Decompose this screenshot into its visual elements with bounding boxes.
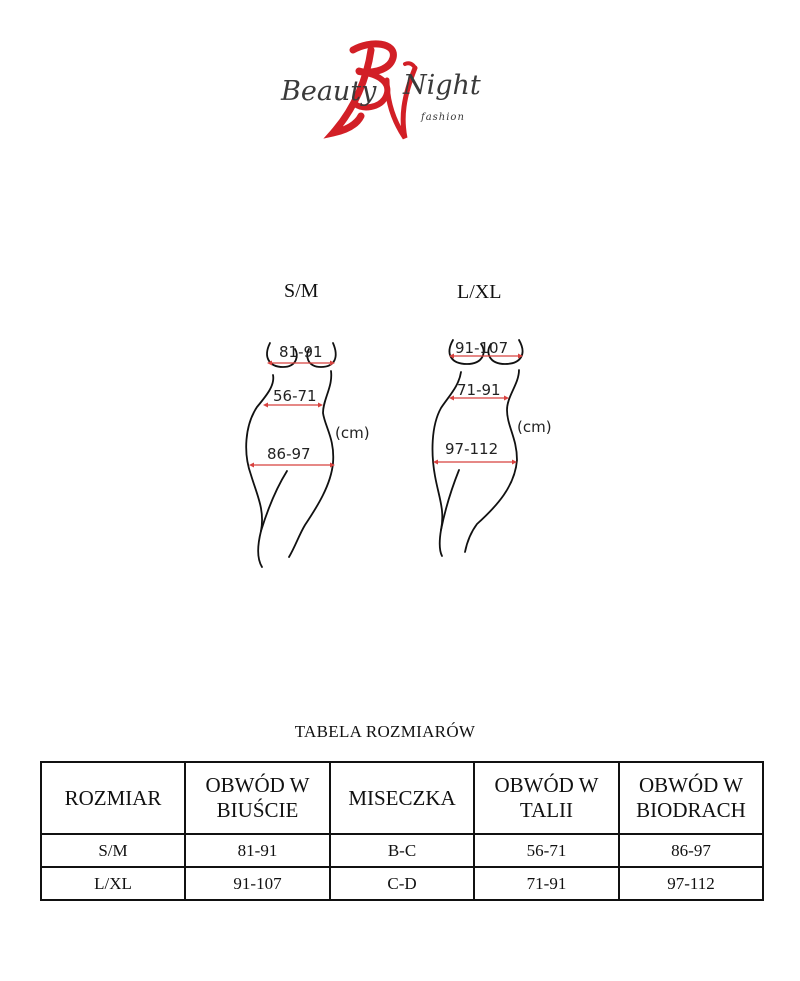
header-size — [41, 762, 185, 834]
unit-label-sm: (cm) — [335, 424, 370, 442]
cell-size: L/XL — [41, 867, 185, 900]
header-bust — [185, 762, 330, 834]
cell-bust: 81-91 — [185, 834, 330, 867]
logo-subtitle: fashion — [421, 112, 465, 123]
size-heading-sm: S/M — [284, 280, 319, 302]
body-figure-sm — [235, 335, 415, 575]
header-waist-line2: TALII — [519, 798, 574, 822]
cell-size: S/M — [41, 834, 185, 867]
waist-measure-sm: 56-71 — [273, 387, 317, 405]
cell-waist: 71-91 — [474, 867, 619, 900]
header-bust-line1: OBWÓD W — [205, 773, 310, 797]
beauty-night-logo-mark — [275, 38, 500, 148]
size-chart-table — [40, 761, 764, 901]
header-hips-line1: OBWÓD W — [638, 773, 743, 797]
bust-measure-lxl: 91-107 — [455, 339, 509, 357]
bust-measure-sm: 81-91 — [279, 343, 323, 361]
table-title: TABELA ROZMIARÓW — [294, 722, 476, 741]
hips-measure-sm: 86-97 — [267, 445, 311, 463]
header-bust-line2: BIUŚCIE — [216, 798, 299, 822]
header-cup — [330, 762, 474, 834]
body-figure-lxl — [415, 330, 595, 570]
header-size-text: ROZMIAR — [64, 785, 162, 810]
cell-cup: B-C — [330, 834, 474, 867]
cell-waist: 56-71 — [474, 834, 619, 867]
table-header-row — [41, 762, 763, 834]
brand-logo — [275, 38, 500, 148]
header-cup-text: MISECZKA — [348, 785, 456, 810]
table-row — [41, 834, 763, 867]
hips-measure-lxl: 97-112 — [445, 440, 499, 458]
header-hips-line2: BIODRACH — [636, 798, 746, 822]
unit-label-lxl: (cm) — [517, 418, 552, 436]
header-waist — [474, 762, 619, 834]
logo-word-left: Beauty — [281, 76, 377, 107]
waist-measure-lxl: 71-91 — [457, 381, 501, 399]
logo-word-right: Night — [403, 70, 481, 101]
cell-cup: C-D — [330, 867, 474, 900]
header-hips — [619, 762, 763, 834]
cell-hips: 86-97 — [619, 834, 763, 867]
size-heading-lxl: L/XL — [457, 281, 502, 303]
table-row — [41, 867, 763, 900]
header-waist-line1: OBWÓD W — [494, 773, 599, 797]
cell-hips: 97-112 — [619, 867, 763, 900]
cell-bust: 91-107 — [185, 867, 330, 900]
